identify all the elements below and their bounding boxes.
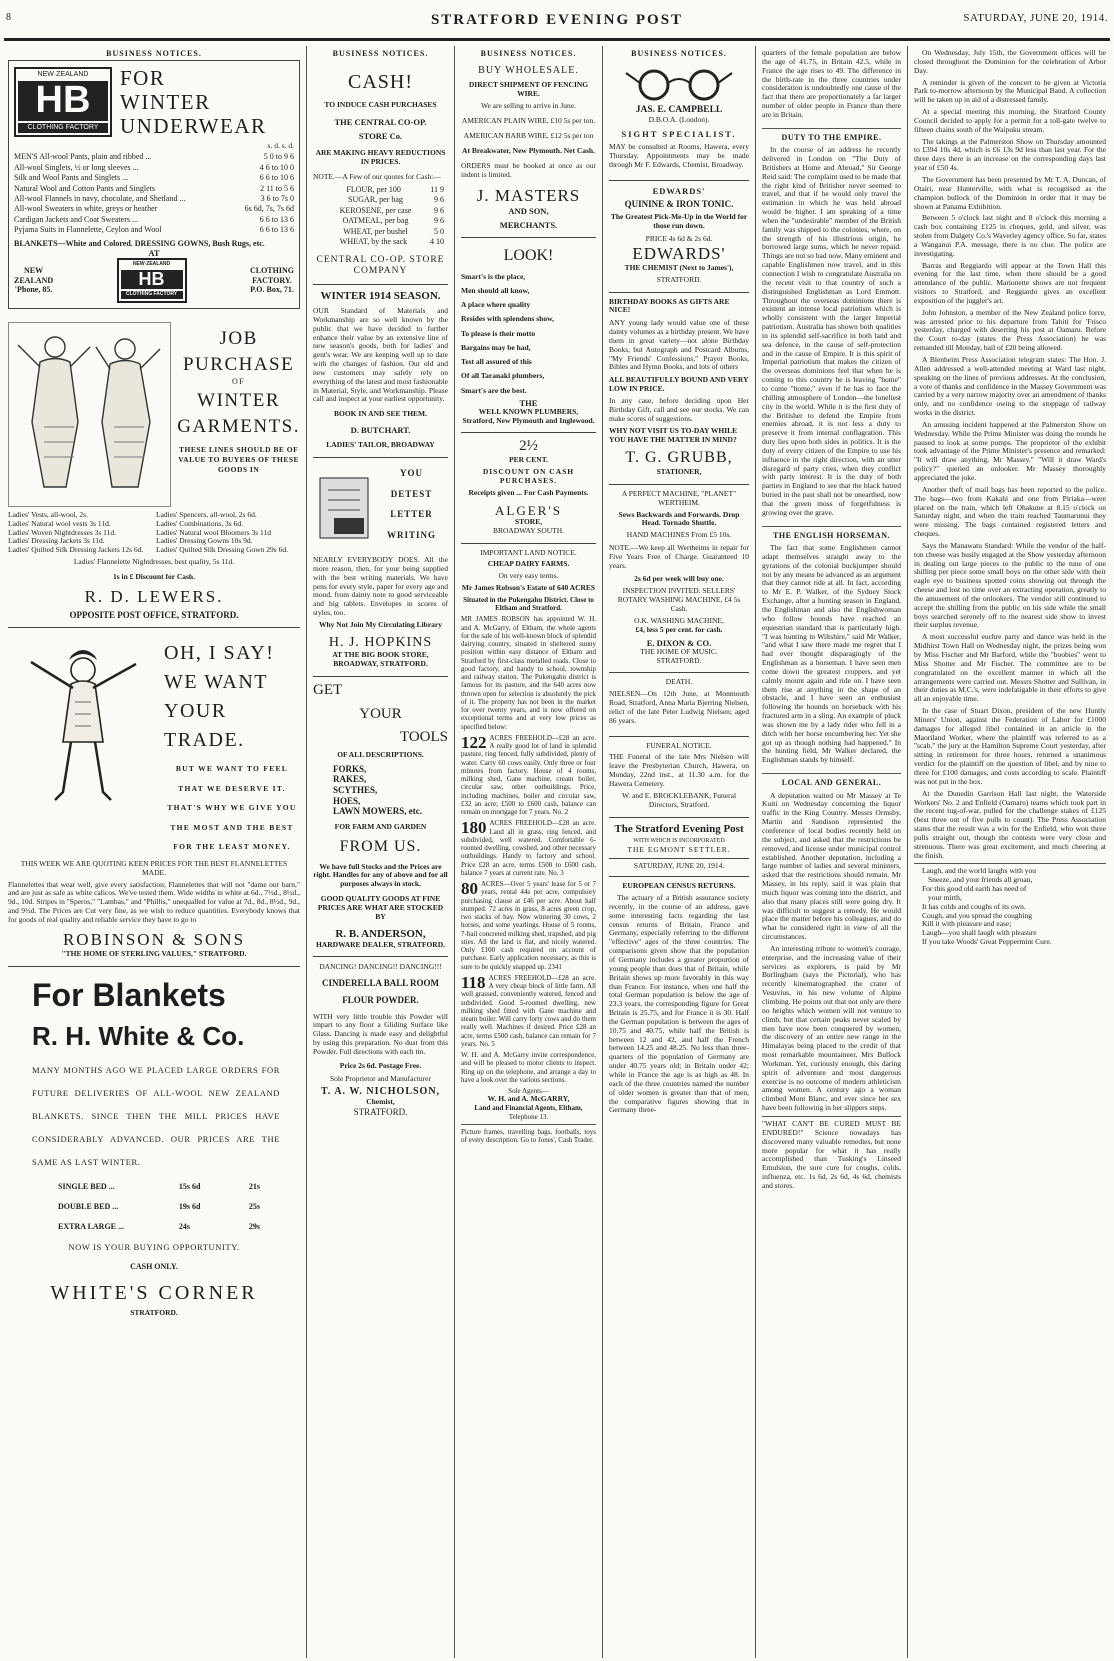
news-paragraph: An amusing incident happened at the Palmerston Show on Wednesday. While the Prime Minister was doing the rounds he paused to look at some pumps. The proprietor of the exhibit took advantage of the Prime Minister's presence and remarked: "It will draw anything, Mr Massey." "Will it draw Ward's policy?" queried an onlooker. Mr Massey thoroughly appreciated the joke. bbox=[914, 419, 1106, 482]
spectacles-icon bbox=[624, 65, 734, 103]
news-paragraph: Barras and Reggiardo will appear at the Town Hall this evening for the last time, when there should be a good attendance of the public. Marionette shows are not frequent visitors to Stratford, and Reggiardo gives an excellent exposition of the juggler's art. bbox=[914, 260, 1106, 305]
at-label: AT bbox=[148, 248, 160, 259]
price-row: Natural Wool and Cotton Pants and Singlets 2 11 to 5 6 bbox=[14, 183, 294, 193]
writing-desk-icon bbox=[314, 468, 374, 548]
nicholson-ad: DANCING! DANCING!! DANCING!!! CINDERELLA BALL ROOM FLOUR POWDER. WITH very little trouble this Powder will impart to any floor a Gliding Surface like Glass. Dancing is made easy and delightful by using this preparation. No dust from this Powder. Full directions with each tin. Price 2s 6d. Postage Free. Sole Proprietor and Manufacturer T. A. W. NICHOLSON, Chemist, STRATFORD. bbox=[313, 962, 448, 1118]
masthead bbox=[0, 0, 1114, 44]
central-coop-ad: CASH! TO INDUCE CASH PURCHASES THE CENTRAL CO-OP. STORE Co. ARE MAKING HEAVY REDUCTIONS IN PRICES. NOTE.—A Few of our quotes for Cash:— FLOUR, per 100 11 9 SUGAR, per bag 9 6 KEROSENE, per case 9 6 OATMEAL, per bag 9 6 WHEAT, per bushel 5 0 WHEAT, by the sack 4 10 CENTRAL CO-OP. STORE COMPANY bbox=[313, 60, 448, 285]
column-divider bbox=[454, 46, 455, 1658]
grubb-ad: BIRTHDAY BOOKS AS GIFTS ARE NICE! ANY young lady would value one of these dainty volumes as a birthday present. We have them in great variety—not alone Birthday Books, but Autograph and Postcard Albums, "My Friends' Confessions," Prayer Books, Bibles and Hymn Books, and lots of others ALL BEAUTIFULLY BOUND AND VERY LOW IN PRICE. In any case, before deciding upon Her Birthday Gift, call and see our stocks. We can make scores of suggestions. WHY NOT VISIT US TO-DAY WHILE YOU HAVE THE MATTER IN MIND? T. G. GRUBB, STATIONER, bbox=[609, 293, 749, 485]
hb-clothing-ad bbox=[8, 60, 300, 309]
hb-box: CLOTHING FACTORY. P.O. Box, 71. bbox=[249, 266, 294, 295]
price-row: MEN'S All-wool Pants, plain and ribbed ... 5 0 to 9 6 bbox=[14, 152, 294, 162]
column-1 bbox=[4, 46, 304, 1658]
newspaper-title: STRATFORD EVENING POST bbox=[430, 12, 684, 28]
dixon-ad: A PERFECT MACHINE, "PLANET" WERTHEIM. Sews Backwards and Forwards. Drop Head. Tornado Shuttle. HAND MACHINES From £5 10s. NOTE.—We keep all Wertheims in repair for Five Years Free of Charge. Guaranteed 10 years. 2s 6d per week will buy one. INSPECTION INVITED. SELLERS' ROTARY WASHING MACHINE, £4 5s Cash. O.K. WASHING MACHINE, £4, less 5 per cent. for cash. E. DIXON & CO. THE HOME OF MUSIC. STRATFORD. bbox=[609, 485, 749, 674]
news-paragraph: John Johnston, a member of the New Zealand police force, was arrested prior to his departure from Tahiti for 'Frisco yesterday, charged with deserting his post at Oamaru. Before the Court to-day (states the Press Association) he was remanded till Monday, bail of £20 being allowed. bbox=[914, 307, 1106, 353]
anderson-ad: GET YOUR TOOLS OF ALL DESCRIPTIONS. FORKS, RAKES, SCYTHES, HOES, LAWN MOWERS, etc. FOR FARM AND GARDEN FROM US. We have full Stocks and the Prices are right. Handles for any of above and for all purposes always in stock. GOOD QUALITY GOODS AT FINE PRICES ARE WHAT ARE STOCKED BY R. B. ANDERSON, HARDWARE DEALER, STRATFORD. bbox=[313, 677, 448, 958]
campbell-ad: JAS. E. CAMPBELL D.B.O.A. (London). SIGHT SPECIALIST. MAY be consulted at Rooms, Hawera, every Thursday. Appointments may be made through Mr F. Edwards, Chemist, Broadway. bbox=[609, 60, 749, 181]
section-header: BUSINESS NOTICES. bbox=[332, 49, 429, 58]
column-3 bbox=[457, 46, 600, 1658]
news-paragraph: A Blenheim Press Association telegram states: The Hon. J. Allen addressed a well-attended meeting at Ward last night, speaking on the lines of previous addresses. At the conclusion, a vote of thanks and confidence in the Massey Government was carried by a very narrow majority over an amendment of thanks only, and no confidence owing to the stoppage of railway works in the district. bbox=[914, 355, 1106, 418]
column-5 bbox=[758, 46, 905, 1658]
news-paragraph: At the Dunedin Garrison Hall last night, the Waterside Workers' No. 2 and Enfield (Oamaru) teams which took part in the recent tug-of-war, pulled for the challenge stakes of £125 (best three out of five pulls to count). The Press Association states that the result was a win for the Enfield, who won three pulls straight out, though the contests were very close and strenuous. There was great excitement, and much cheering at the finish. bbox=[914, 788, 1106, 860]
two-women-garments-icon bbox=[10, 327, 170, 502]
white-corner: WHITE'S CORNER bbox=[50, 1281, 258, 1304]
linseed-ad: "WHAT CAN'T BE CURED MUST BE ENDURED!" Science nowadays has discovered many valuable remedies, but none more popular for what it has really accomplished than Tusking's Linseed Emulsion, the sure cure for coughs, colds, influenza, etc. 1s 6d, 2s 6d, 4s 6d, chemists and stores. bbox=[762, 1116, 901, 1191]
price-row: Pyjama Suits in Flannelette, Ceylon and Wool 6 6 to 13 6 bbox=[14, 225, 294, 235]
hb-logo: NEW·ZEALAND HB CLOTHING FACTORY bbox=[14, 67, 112, 137]
robinson-name: ROBINSON & SONS bbox=[62, 929, 246, 949]
section-header: BUSINESS NOTICES. bbox=[106, 49, 202, 58]
smart-plumbers-ad: LOOK! Smart's is the place, Men should all know, A place where quality Resides with splendens show, To please is their motto Bargains may be had, Test all assured of this Of all Taranaki plumbers, Smart's are the best. THE WELL KNOWN PLUMBERS, Stratford, New Plymouth and Inglewood. bbox=[461, 238, 596, 434]
hopkins-ad: YOU DETEST LETTER WRITING NEARLY EVERYBODY DOES. All the more reason, then, for your being supplied with the best writing materials. We have pens for every style, paper for every age and mood, from dainty note to good serviceable and big tablets. Envelopes in scores of styles, too. Why Not Join My Circulating Library H. J. HOPKINS AT THE BIG BOOK STORE, BROADWAY, STRATFORD. bbox=[313, 458, 448, 677]
edwards-ad: EDWARDS' QUININE & IRON TONIC. The Greatest Pick-Me-Up in the World for those run down. PRICE 4s 6d & 2s 6d. EDWARDS' THE CHEMIST (Next to James'), STRATFORD. bbox=[609, 181, 749, 293]
price-list: FLOUR, per 100 11 9 SUGAR, per bag 9 6 KEROSENE, per case 9 6 OATMEAL, per bag 9 6 WHEAT, per bushel 5 0 WHEAT, by the sack 4 10 bbox=[339, 185, 444, 247]
page-number: 8 bbox=[6, 12, 11, 23]
local-general: LOCAL AND GENERAL. A deputation waited on Mr Massey at Te Kuiti on Wednesday concerning the liquor traffic in the King Country. Messrs Ormsby, Martin and Sandison represented the conference of local bodies recently held on the subject, and asked that the restrictions be removed, and license under municipal control established. Another deputation, including a large number of ladies and several ministers, asked that the restrictions should remain. Mr Massey, in his reply, said it was plain that much liquor was coming into the district, and also that many places still were going dry. It was difficult to suggest a remedy. He would place the matter before his colleagues, and do what he considered right in view of all the circumstances. An interesting tribute to women's courage, enterprise, and the increasing value of their services as explorers, is paid by Mr Burlingham (says the Pictorial), who has recently kinematographed the crater of Vesuvius, in his new volume of Alpine climbing. He points out that not only are there no heights which women will not venture to climb, but that certain peaks never scaled by men have now been conquered by women, the discovery of an entire new range in the Himalayas being placed to the credit of that most remarkable mountaineer, Mrs Bullock Workman. Yet, curiously enough, this daring spirit of adventure and most dangerous exercise is no outcome of modern athleticism among women. A century ago a woman climbed Mont Blanc, and ever since her sex have been following in her slippers steps. bbox=[762, 773, 901, 1113]
mcgarry-ad: IMPORTANT LAND NOTICE. CHEAP DAIRY FARMS. On very easy terms. Mr James Robson's Estate of 640 ACRES Situated in the Pukengahu District. Close to Eltham and Stratford. MR JAMES ROBSON has appointed W. H. and A. McGarry, of Eltham, the whole agents for the sale of his well-known block of splendid dairying country, situated in sheltered sunny position within easy distance of Eltham and Stratford by first-class metalled roads. Close to good factory, and handy to school, township and railway station. The Pukengahu district is famous for its pasture, and the 640 acres now thrown open for selection is absolutely the pick of it. The property has not been in the market for over twenty years, and is now offered on exceptional terms and at very low prices as specified below: 122 ACRES FREEHOLD—£28 an acre. A really good lot of land in splendid pasture, ring fenced, fully subdivided, plenty of water. Carry 60 cows easily. Only three or four minutes from factory. House of 4 rooms, milking shed, Gane machine, cream boiler, circular saw, other outbuildings. Price, including machines, boiler and circular saw, £32 an acre; £500 to £600 cash, balance can remain on mortgage for 7 years. No. 2 180 ACRES FREEHOLD—£28 an acre. Land all in grass, ring fenced, and subdivided, well watered. Comfortable 6-roomed dwelling, cowshed, and other necessary outbuildings. Handy to factory and school. Price £28 an acre, terms £500 to £600 cash, balance 7 years at current rate. No. 3 80 ACRES—Over 5 years' lease for 5 or 7 years, rental 44s per acre, compulsory purchasing clause at £46 per acre. About half stumped. 72 acres in grass, 8 acres green crop, two stacks of hay. Now wintering 30 cows, 2 horses, and some yearlings. House of 5 rooms, 7-bail concreted milking shed, trapshed, and pig sties. All the land is flat, and nicely watered. Only £100 cash required on account of purchase. Early application necessary, as this is sure to be quickly snapped up. 2341 118 ACRES FREEHOLD—£28 an acre. A very cheap block of little farm. All well grassed, conveniently watered, fenced and subdivided. Good 5-roomed dwelling, new milking shed fitted with Gane machine and steam boiler. Will carry forty cows and do them really well. Machines if desired. Price £28 an acre, terms £500 cash, balance can remain for 7 years. No. 5 W. H. and A. McGarry invite correspondence, and will be pleased to motor clients to inspect. Ring up on the telephone, and arrange a day to have a look over the various sections. Sole Agents— W. H. and A. McGARRY, Land and Financial Agents, Eltham, Telephone 13. Picture frames, travelling bags, footballs, toys of every description. Go to Jones', Cash Trader. bbox=[461, 547, 596, 1144]
masters-ad: BUY WHOLESALE. DIRECT SHIPMENT OF FENCING WIRE. We are selling to arrive in June. AMERICAN PLAIN WIRE, £10 5s per ton. AMERICAN BARB WIRE, £12 5s per ton At Breakwater, New Plymouth. Net Cash. ORDERS must be booked at once as our indent is limited. J. MASTERS AND SON, MERCHANTS. bbox=[461, 60, 596, 238]
horseman-article: THE ENGLISH HORSEMAN. The fact that some Englishmen cannot adapt themselves straight away to the gyrations of the colonial buckjumper should not by any means be advanced as an argument that they cannot ride at all. In fact, according to Mr E. P. Walker, of the Sydney Stock Exchange, after a hunting season in England, the Englishman and also the Englishwoman who follow hounds have reached an equestrian standard that is particularly high. "I was hunting in Wiltshire," said Mr Walker, "and what I saw there made me regret that I had ever thought disparagingly of the Englishman as a horseman. I have seen men come down the greatest croppers, and yet calmly mount again and ride on. I have seen them rise at anything in the shape of an obstacle, and I have seen an enthusiast following the hounds on horseback with his fractured arm in a sling. An example of pluck was shown me by a lady rider who fell in a ditch with her horse encumbering her. Yet she got up as though nothing had happened." In the hunting field, Mr Walker declared, the Englishman stands by himself. bbox=[762, 526, 901, 766]
masthead-rule bbox=[4, 38, 1110, 41]
census-article: EUROPEAN CENSUS RETURNS. The actuary of a British assurance society recently, in the course of an address, gave some interesting facts regarding the last census returns of Britain, France and Germany, especially referring to the different "effective" ages of the three countries. The comparisons given show that the population of Germany includes a greater proportion of young people than does that of Britain, while Britain shows up more favorably in this way than France. For instance, when one half the total German population is below the age of 23.3 years, the corresponding figure for Great Britain is 25.75, and for France it is 30. Half the German population is between the ages of 10.75 and 40.75, while half the British is between 12 and 42, and half the French between 14.25 and 48.25. No less than three-quarters of the population of Germany are under 40.75 years old; in Britain under 42; while in France the age is as high as 48. In each of the three countries named the number of older women is greater than that of men, the comparative figures showing that in Germany three- bbox=[609, 881, 749, 1115]
column-2 bbox=[309, 46, 452, 1658]
blankets-line: BLANKETS—White and Colored. DRESSING GOWNS, Bush Rugs, etc. bbox=[14, 238, 265, 248]
editorial-masthead: The Stratford Evening Post WITH WHICH IS INCORPORATED THE EGMONT SETTLER. SATURDAY, JUNE 20, 1914. bbox=[609, 818, 749, 878]
ladies-illustration bbox=[8, 322, 171, 507]
price-row: Silk and Wool Pants and Singlets ... 6 6 to 10 6 bbox=[14, 173, 294, 183]
column-6 bbox=[910, 46, 1110, 1658]
pointing-man-icon bbox=[11, 642, 156, 807]
robinson-headline: OH, I SAY! WE WANT YOUR TRADE. BUT WE WANT TO FEEL THAT WE DESERVE IT. THAT'S WHY WE GIVE YOU THE MOST AND THE BEST FOR THE LEAST MONEY. bbox=[164, 642, 297, 852]
issue-date: SATURDAY, JUNE 20, 1914. bbox=[963, 12, 1108, 24]
death-notice: DEATH. NIELSEN—On 12th June, at Monmouth Road, Stratford, Anna Maria Bjerring Nielsen, relict of the late Peter Ludwig Nielsen; aged 86 years. bbox=[609, 673, 749, 736]
white-body: MANY MONTHS AGO WE PLACED LARGE ORDERS FOR FUTURE DELIVERIES OF ALL-WOOL NEW ZEALAND BLANKETS. SINCE THEN THE MILL PRICES HAVE CONSIDERABLY ADVANCED. OUR PRICES ARE THE SAME AS LAST WINTER. bbox=[32, 1065, 280, 1167]
garment-list: Ladies' Vests, all-wool, 2s. Ladies' Natural wool vests 3s 11d. Ladies' Woven Nightdresses 3s 11d. Ladies' Dressing Jackets 3s 11d. Ladies' Quilted Silk Dressing Jackets 12s 6d. Ladies' Spencers, all-wool, 2s 6d. Ladies' Combinations, 3s 6d. Ladies' Natural wool Bloomers 3s 11d Ladies' Dressing Gowns 10s 9d. Ladies' Quilted Silk Dressing Gown 29s 6d. bbox=[8, 509, 288, 555]
news-paragraph: Another theft of mail bags has been reported to the police. The bags—two from Kakahi and one from Piriaka—were placed on the train, which left Ohakune at 8.15 o'clock on Saturday night, and when the train reached Taumarunui they were missing. The bags contained registered letters and cheques. bbox=[914, 484, 1106, 539]
news-paragraph: Between 5 o'clock last night and 8 o'clock this morning a cash box containing £125 in cheques, gold, and silver, was stolen from Dalgety Co.'s Waverley agency office. So far, states a Wanganui P.A. message, there is no clue. The police are investigating. bbox=[914, 213, 1106, 258]
lewers-address: OPPOSITE POST OFFICE, STRATFORD. bbox=[69, 609, 239, 620]
robinson-body: Flannelettes that wear well, give every satisfaction; Flannelettes that will not "dame our barn," and are just as safe as white calicos. We've tested them. Wide widths in white at 6d., 7½d., 8½d., 9d., 10d. Stripes in "Speros," "Lambas," and "Phillis," unequalled for value at 7d., 8d., 8½d., 9d., and 9½d. The Prices are Cut very fine, as we wish to reduce quantities. Everybody knows that for goods of real quality and reliable service they have to go to bbox=[8, 879, 300, 925]
price-row: All-wool Sweaters in white, greys or heather 6s 6d, 7s, 7s 6d bbox=[14, 204, 294, 214]
white-ad: For Blankets R. H. White & Co. MANY MONTHS AGO WE PLACED LARGE ORDERS FOR FUTURE DELIVERIES OF ALL-WOOL NEW ZEALAND BLANKETS. SINCE THEN THE MILL PRICES HAVE CONSIDERABLY ADVANCED. OUR PRICES ARE THE SAME AS LAST WINTER. SINGLE BED ... 15s 6d 21s DOUBLE BED ... 19s 6d 25s EXTRA LARGE ... 24s 29s NOW IS YOUR BUYING OPPORTUNITY. CASH ONLY. WHITE'S CORNER STRATFORD. bbox=[8, 967, 300, 1319]
white-prices: SINGLE BED ... 15s 6d 21s DOUBLE BED ... 19s 6d 25s EXTRA LARGE ... 24s 29s bbox=[58, 1181, 260, 1232]
price-list bbox=[14, 152, 294, 235]
lewers-headline: JOB PURCHASE OF WINTER GARMENTS. THESE LINES SHOULD BE OF VALUE TO BUYERS OF THESE GOODS IN bbox=[177, 327, 300, 474]
robinson-tagline: "THE HOME OF STERLING VALUES," STRATFORD. bbox=[61, 948, 247, 958]
news-paragraph: Says the Manawatu Standard: While the vendor of the half-ton cheese was busily engaged at the Show yesterday afternoon in dealing out large pieces to the public to the tune of one shilling per piece some small boys on the other side with their eagle eye to business spotted coins showing out through the cheese and lost no time over an extracting operation, greatly to the amusement of the onlookers. The vendor still continued to accept the shilling from the public on his side while the small boys searched serenely off to the nearest side show to invest their surplus revenue. bbox=[914, 540, 1106, 630]
white-name: R. H. White & Co. bbox=[32, 1020, 245, 1051]
hopkins-headline: YOU DETEST LETTER WRITING bbox=[386, 467, 436, 541]
column-divider bbox=[907, 46, 908, 1658]
duty-article: DUTY TO THE EMPIRE. In the course of an address he recently delivered in London on "The Duty of Britishers at Home and Abroad," Sir George Reid said: The complaint used to be made that the right kind of Britisher never seemed to travel, and that if he would only travel the estimation in which he was held abroad would be higher. I am speaking of a time when the "undesirable" member of the British family was shipped to the colonies, where, on the strength of his illustrious origin, he borrowed large sums, which he never repaid. Things are not so bad now. Many eminent and capable Englishmen now travel, and in this connection I wish to congratulate Australia on the recent visit to that country of such a distinguished Englishman as Lord Emmott. Throughout the overseas dominions there is existent an intense local patriotism which is wholly consistent with the larger Imperial patriotism. Australia has shown both qualities in its splendid self-sacrifice in both land and sea defence, in the cause of self-protection and in the cause of Empire. It is this spirit of Imperial patriotism that makes the citizen of the overseas dominions feel that when he is coming to this country he is leaving "home" to come "home," even if he has to face the chilling atmosphere of London—the loneliest city in the world. While it is the first duty of the Britisher to defend the Empire from enemies abroad, it is not less a duty to preserve it from internal conflagration. This duty lies upon both sides in politics. It is the duty of every citizen of the Empire to use his influence in the right direction, with an utter disregard of party cries, when they conflict with party interest. It is the duty of both parties in England to see that the black hatred buried in the past shall not be unearthed, now that the green moss of forgetfulness is growing over the grave. bbox=[762, 128, 901, 518]
news-paragraph: At a special meeting this morning, the Stratford County Council decided to apply for a permit for a toll-gate twelve to fifteen chains south of the Waipuku stream. bbox=[914, 107, 1106, 134]
alger-ad: 2½ PER CENT. DISCOUNT ON CASH PURCHASES. Receipts given ... For Cash Payments. ALGER'S STORE, BROADWAY SOUTH. bbox=[461, 433, 596, 543]
writing-desk-illustration bbox=[313, 463, 375, 553]
census-continued: quarters of the female population are below the age of 41.75, in Britain 42.5, while in France the age rises to 49. The difference in the birth-rate in the three countries under consideration is undoubtedly one cause of the fact that there are proportionately a far larger number of older people in France than there are in Britain. bbox=[762, 48, 901, 119]
price-row: Cardigan Jackets and Coat Sweaters ... 6 6 to 13 6 bbox=[14, 214, 294, 224]
news-paragraph: A most successful euchre party and dance was held in the Midhirst Town Hall on Wednesday night, the prizes being won by Miss Fischer and Mr Barford, while the "boobies" went to Miss Shotter and Mr Fischer. The committee are to be congratulated on the excellent manner in which all the arrangements were carried out. Messrs Shotter and Sullivan, in their duties as M.C.'s, were indefatigable in their efforts to give all an enjoyable time. bbox=[914, 632, 1106, 704]
section-header: BUSINESS NOTICES. bbox=[631, 49, 727, 58]
price-row: All-wool Singlets, ½ or long sleeves ... 4 6 to 10 0 bbox=[14, 162, 294, 172]
column-divider bbox=[755, 46, 756, 1658]
news-paragraph: A reminder is given of the concert to be given at Victoria Park to-morrow afternoon by the Municipal Band. A collection will be taken up in aid of a distressed family. bbox=[914, 77, 1106, 105]
section-header: BUSINESS NOTICES. bbox=[480, 49, 577, 58]
town-crier-illustration bbox=[8, 639, 158, 809]
news-paragraph: On Wednesday, July 15th, the Government offices will be closed throughout the Dominion for the celebration of Arbor Day. bbox=[914, 48, 1106, 75]
news-paragraph: The takings at the Palmerston Show on Thursday amounted to £394 10s 4d, which is £6 13s 9d less than last year. For the three days there is an increase on the corresponding days last year of £50 4s. bbox=[914, 136, 1106, 173]
lewers-name: R. D. LEWERS. bbox=[84, 586, 224, 606]
price-columns: s. d. s. d. bbox=[267, 141, 294, 151]
price-row: All-wool Flannels in navy, chocolate, and Shetland ... 3 6 to 7s 0 bbox=[14, 194, 294, 204]
peppermint-verse: Laugh, and the world laughs with you Sneeze, and your friends all groan, For this good old earth has need of your mirth, It has colds and coughs of its own. Cough, and you spread the coughing Kill it with pleasure and ease; Laugh—you shall laugh with pleasure If you take Woods' Great Peppermint Cure. bbox=[914, 863, 1106, 947]
column-divider bbox=[602, 46, 603, 1658]
white-headline: For Blankets bbox=[32, 976, 226, 1013]
butchart-ad: WINTER 1914 SEASON. OUR Standard of Materials and Workmanship are so well known by the public that we have decided to further enhance their value by an extensive line of new season's goods, both for ladies' and gent's wear. We are keeping well up to date with the changes of fashion. Our old and new customers may safely rely on everything of the latest and most fashionable in Material, Style, and Workmanship. Please call and inspect at your earliest opportunity. BOOK IN AND SEE THEM. D. BUTCHART. LADIES' TAILOR, BROADWAY bbox=[313, 285, 448, 458]
hb-headline: FOR WINTER UNDERWEAR bbox=[120, 66, 267, 139]
column-4 bbox=[605, 46, 753, 1658]
lewers-ad: JOB PURCHASE OF WINTER GARMENTS. THESE LINES SHOULD BE OF VALUE TO BUYERS OF THESE GOODS IN Ladies' Vests, all-wool, 2s. Ladies' Natural wool vests 3s 11d. Ladies' Woven Nightdresses 3s 11d. Ladies' Dressing Jackets 3s 11d. Ladies' Quilted Silk Dressing Jackets 12s 6d. Ladies' Spencers, all-wool, 2s 6d. Ladies' Combinations, 3s 6d. Ladies' Natural wool Bloomers 3s 11d Ladies' Dressing Gowns 10s 9d. Ladies' Quilted Silk Dressing Gown 29s 6d. Ladies' Flannelette Nightdresses, best quality, 5s 11d. 1s in £ Discount for Cash. R. D. LEWERS. OPPOSITE POST OFFICE, STRATFORD. bbox=[8, 317, 300, 629]
hb-logo-small: NEW·ZEALAND HB CLOTHING FACTORY bbox=[117, 258, 187, 303]
news-paragraph: The Government has been presented by Mr T. A. Duncan, of Otairi, near Hunterville, with what is recognised as the champion bullock of the Dominion in order that it may be shown at Panama Exhibition. bbox=[914, 174, 1106, 211]
hb-phone: NEW ZEALAND 'Phone, 85. bbox=[14, 266, 54, 295]
funeral-notice: FUNERAL NOTICE. THE Funeral of the late Mrs Nielsen will leave the Presbyterian Church, Hawera, on Monday, 22nd inst., at 11.30 a.m. for the Hawera Cemetery. W. and E. BROCKLEBANK, Funeral Directors, Stratford. bbox=[609, 737, 749, 818]
robinson-ad: OH, I SAY! WE WANT YOUR TRADE. BUT WE WANT TO FEEL THAT WE DESERVE IT. THAT'S WHY WE GIVE YOU THE MOST AND THE BEST FOR THE LEAST MONEY. THIS WEEK WE ARE QUOTING KEEN PRICES FOR THE BEST FLANNELETTES MADE. Flannelettes that wear well, give every satisfaction; Flannelettes that will not "dame our barn," and are just as safe as white calicos. We've tested them. Wide widths in white at 6d., 7½d., 8½d., 9d., 10d. Stripes in "Speros," "Lambas," and "Phillis," unequalled for value at 7d., 8d., 8½d., 9d., and 9½d. The Prices are Cut very fine, as we wish to reduce quantities. Everybody knows that for goods of real quality and reliable service they have to go to ROBINSON & SONS "THE HOME OF STERLING VALUES," STRATFORD. bbox=[8, 634, 300, 966]
column-divider bbox=[306, 46, 307, 1658]
news-paragraph: In the case of Stuart Dixon, president of the new Huntly Miners' Union, against the Federation of Labor for £1000 damages for alleged libel contained in an article in the Maoriland Worker, where the plaintiff was referred to as a "scab," the jury at the Hamilton Supreme Court yesterday, after sitting in retirement for three hours, returned a unanimous verdict for the plaintiff on the question of libel, and by nine to three for £100 damages, and costs according to scale. Plaintiff was not put in the box. bbox=[914, 706, 1106, 786]
discount-line: 1s in £ Discount for Cash. bbox=[113, 571, 195, 581]
